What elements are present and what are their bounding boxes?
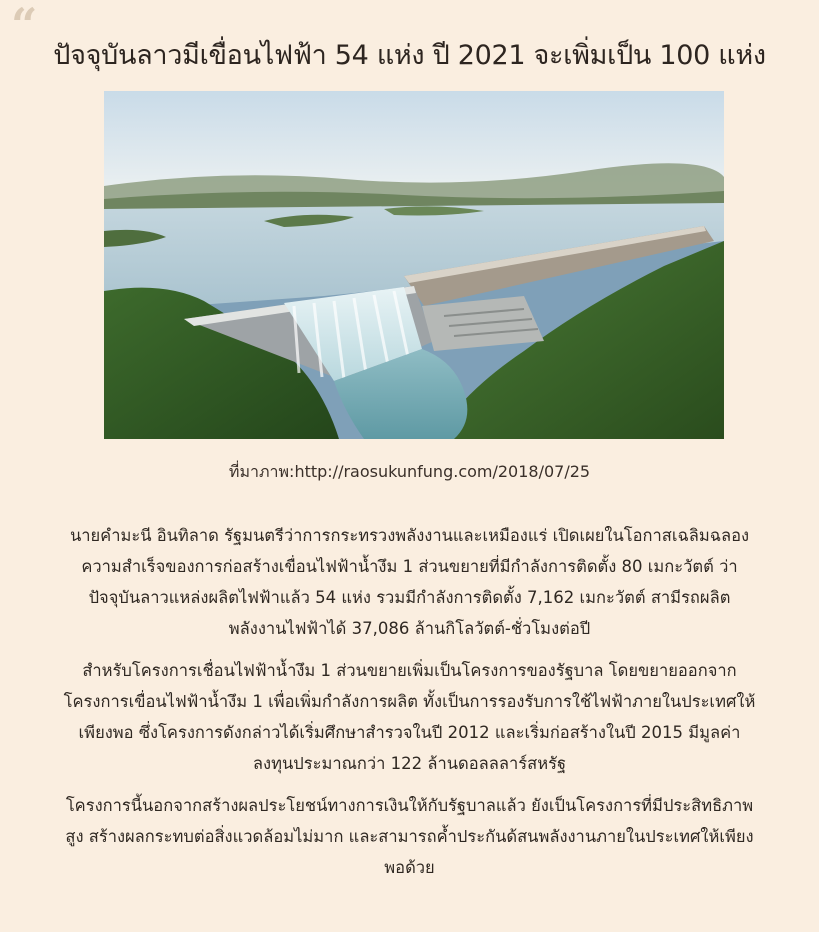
paragraph: โครงการนี้นอกจากสร้างผลประโยชน์ทางการเงินให้กับรัฐบาลแล้ว ยังเป็นโครงการที่มีประสิทธิภาพสูง สร้างผลกระทบต่อสิ่งแวดล้อมไม่มาก และสามารถค้ำประกันด้สนพลังงานภายในประเทศให้เพียงพอด้วย — [65, 796, 754, 877]
hydroelectric-dam-photo-icon — [104, 91, 724, 439]
image-caption: ที่มาภาพ:http://raosukunfung.com/2018/07/25 — [228, 462, 591, 481]
article-title: ปัจจุบันลาวมีเขื่อนไฟฟ้า 54 แห่ง ปี 2021 จะเพิ่มเป็น 100 แห่ง — [53, 40, 766, 71]
paragraph: สำหรับโครงการเชื่อนไฟฟ้าน้ำงึม 1 ส่วนขยายเพิ่มเป็นโครงการของรัฐบาล โดยขยายออกจากโครงการเขื่อนไฟฟ้าน้ำงึม 1 เพื่อเพิ่มกำลังการผลิต ทั้งเป็นการรองรับการใช้ไฟฟ้าภายในประเทศให้เพียงพอ ซึ่งโครงการดังกล่าวได้เริ่มศึกษาสำรวจในปี 2012 และเริ่มก่อสร้างในปี 2015 มีมูลค่าลงทุนประมาณกว่า 122 ล้านดอลลลาร์สหรัฐ — [63, 661, 756, 773]
article-body — [60, 520, 759, 894]
dam-photo — [104, 91, 724, 439]
paragraph: นายคำมะนี อินทิลาด รัฐมนตรีว่าการกระทรวงพลังงานและเหมืองแร่ เปิดเผยในโอกาสเฉลิมฉลองความสำเร็จของการก่อสร้างเขื่อนไฟฟ้าน้ำงึม 1 ส่วนขยายที่มีกำลังการติดตั้ง 80 เมกะวัตต์ ว่า ปัจจุบันลาวแหล่งผลิตไฟฟ้าแล้ว 54 แห่ง รวมมีกำลังการติดตั้ง 7,162 เมกะวัตต์ สามีรถผลิตพลังงานไฟฟ้าได้ 37,086 ล้านกิโลวัตต์-ชั่วโมงต่อปี — [69, 526, 750, 638]
quote-mark-icon: “ — [11, 0, 38, 52]
